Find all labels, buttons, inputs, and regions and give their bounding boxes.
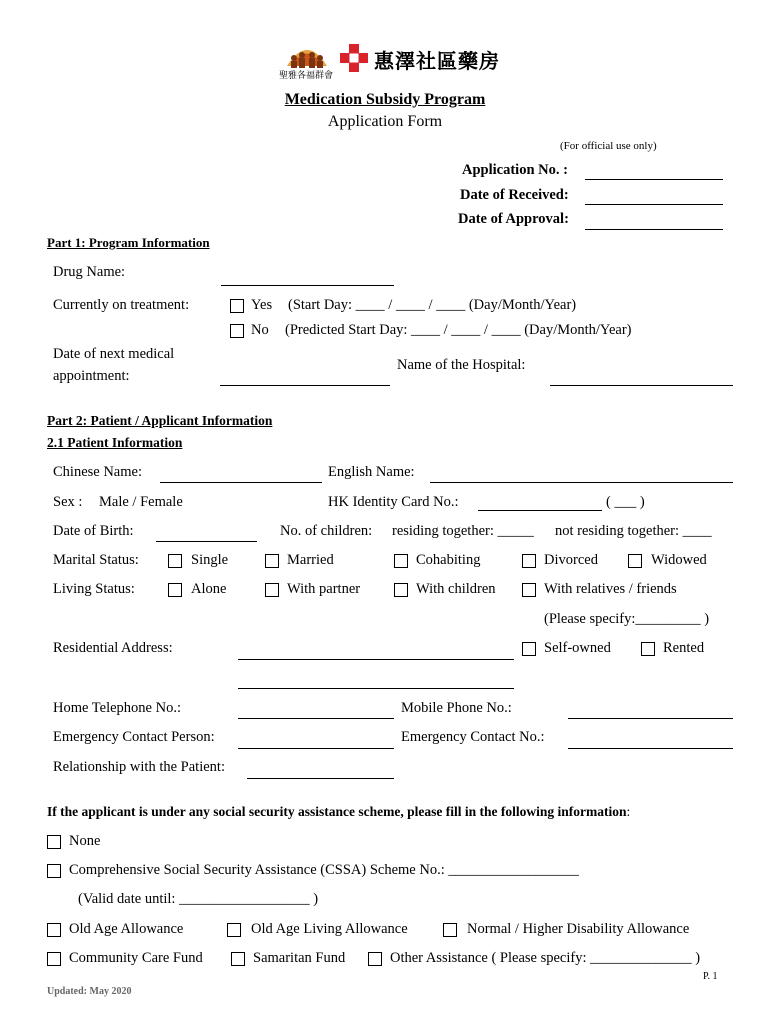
disability-checkbox[interactable] xyxy=(443,923,457,937)
start-day-field: (Start Day: ____ / ____ / ____ (Day/Month/Year) xyxy=(288,297,577,313)
samaritan-label: Samaritan Fund xyxy=(253,950,346,966)
sex-options[interactable]: Male / Female xyxy=(99,494,183,510)
hospital-label: Name of the Hospital: xyxy=(397,357,526,373)
address-label: Residential Address: xyxy=(53,640,173,656)
ccf-checkbox[interactable] xyxy=(47,952,61,966)
rented-label: Rented xyxy=(663,640,705,656)
assistance-none-checkbox[interactable] xyxy=(47,835,61,849)
living-relatives-checkbox[interactable] xyxy=(522,583,536,597)
living-children-checkbox[interactable] xyxy=(394,583,408,597)
assistance-heading xyxy=(47,804,630,820)
date-approval-label: Date of Approval: xyxy=(458,211,569,227)
treatment-yes-checkbox[interactable] xyxy=(230,299,244,313)
oala-checkbox[interactable] xyxy=(227,923,241,937)
predicted-start-day-field: (Predicted Start Day: ____ / ____ / ____ (Day/Month/Year) xyxy=(285,322,632,338)
living-status-label: Living Status: xyxy=(53,581,135,597)
sex-label: Sex : xyxy=(53,494,83,510)
self-owned-checkbox[interactable] xyxy=(522,642,536,656)
treatment-label: Currently on treatment: xyxy=(53,297,190,313)
marital-single-checkbox[interactable] xyxy=(168,554,182,568)
hkid-check-digit: ( ___ ) xyxy=(606,494,645,510)
application-no-line[interactable] xyxy=(585,179,723,180)
marital-married-label: Married xyxy=(287,552,334,568)
assistance-heading-text: If the applicant is under any social security assistance scheme, please fill in the following information xyxy=(47,804,627,819)
chinese-name-line[interactable] xyxy=(160,482,322,483)
cssa-checkbox[interactable] xyxy=(47,864,61,878)
treatment-no-label: No xyxy=(251,322,269,338)
mobile-phone-line[interactable] xyxy=(568,718,733,719)
address-line-1[interactable] xyxy=(238,659,514,660)
organization-logo-text: 聖雅各福群會 xyxy=(279,71,334,81)
marital-married-checkbox[interactable] xyxy=(265,554,279,568)
self-owned-label: Self-owned xyxy=(544,640,611,656)
disability-label: Normal / Higher Disability Allowance xyxy=(467,921,690,937)
living-alone-checkbox[interactable] xyxy=(168,583,182,597)
emergency-number-line[interactable] xyxy=(568,748,733,749)
next-appointment-line[interactable] xyxy=(220,385,390,386)
hkid-line[interactable] xyxy=(478,510,602,511)
date-received-label: Date of Received: xyxy=(460,187,569,203)
patient-info-subheading: 2.1 Patient Information xyxy=(47,435,183,450)
mobile-phone-label: Mobile Phone No.: xyxy=(401,700,512,716)
chinese-name-label: Chinese Name: xyxy=(53,464,142,480)
marital-widowed-label: Widowed xyxy=(651,552,707,568)
marital-divorced-checkbox[interactable] xyxy=(522,554,536,568)
ccf-label: Community Care Fund xyxy=(69,950,203,966)
drug-name-line[interactable] xyxy=(221,285,394,286)
drug-name-label: Drug Name: xyxy=(53,264,126,280)
emergency-person-label: Emergency Contact Person: xyxy=(53,729,215,745)
english-name-label: English Name: xyxy=(328,464,415,480)
marital-status-label: Marital Status: xyxy=(53,552,139,568)
oala-label: Old Age Living Allowance xyxy=(251,921,408,937)
english-name-line[interactable] xyxy=(430,482,733,483)
cssa-label: Comprehensive Social Security Assistance (CSSA) Scheme No.: __________________ xyxy=(69,862,579,878)
brand-name: 惠澤社區藥房 xyxy=(374,49,500,73)
other-assistance-label: Other Assistance ( Please specify: ______________ ) xyxy=(390,950,701,966)
form-subtitle: Application Form xyxy=(327,113,443,130)
cssa-valid-date: (Valid date until: __________________ ) xyxy=(78,891,319,907)
marital-divorced-label: Divorced xyxy=(544,552,598,568)
children-label: No. of children: xyxy=(280,523,373,539)
part1-heading: Part 1: Program Information xyxy=(47,235,210,250)
official-use-note: (For official use only) xyxy=(560,140,657,152)
emergency-number-label: Emergency Contact No.: xyxy=(401,729,545,745)
relationship-line[interactable] xyxy=(247,778,394,779)
marital-single-label: Single xyxy=(191,552,229,568)
hkid-label: HK Identity Card No.: xyxy=(328,494,459,510)
marital-cohabiting-label: Cohabiting xyxy=(416,552,481,568)
next-appointment-label-1: Date of next medical xyxy=(53,346,175,362)
living-alone-label: Alone xyxy=(191,581,227,597)
updated-date: Updated: May 2020 xyxy=(47,986,132,997)
residing-together-field: residing together: _____ xyxy=(392,523,534,539)
emergency-person-line[interactable] xyxy=(238,748,394,749)
date-received-line[interactable] xyxy=(585,204,723,205)
living-relatives-label: With relatives / friends xyxy=(544,581,677,597)
hospital-line[interactable] xyxy=(550,385,733,386)
assistance-heading-colon: : xyxy=(626,804,631,819)
page-number: P. 1 xyxy=(703,971,718,982)
home-telephone-label: Home Telephone No.: xyxy=(53,700,181,716)
part2-heading: Part 2: Patient / Applicant Information xyxy=(47,413,273,428)
marital-cohabiting-checkbox[interactable] xyxy=(394,554,408,568)
treatment-no-checkbox[interactable] xyxy=(230,324,244,338)
address-line-2[interactable] xyxy=(238,688,514,689)
rented-checkbox[interactable] xyxy=(641,642,655,656)
red-cross-logo-icon xyxy=(340,44,368,72)
living-partner-checkbox[interactable] xyxy=(265,583,279,597)
living-partner-label: With partner xyxy=(287,581,361,597)
application-no-label: Application No. : xyxy=(462,162,568,178)
not-residing-together-field: not residing together: ____ xyxy=(555,523,712,539)
other-assistance-checkbox[interactable] xyxy=(368,952,382,966)
next-appointment-label-2: appointment: xyxy=(53,368,130,384)
living-children-label: With children xyxy=(416,581,496,597)
relationship-label: Relationship with the Patient: xyxy=(53,759,225,775)
oaa-label: Old Age Allowance xyxy=(69,921,184,937)
home-telephone-line[interactable] xyxy=(238,718,394,719)
treatment-yes-label: Yes xyxy=(251,297,273,313)
living-specify-field: (Please specify:_________ ) xyxy=(544,611,710,627)
date-approval-line[interactable] xyxy=(585,229,723,230)
samaritan-checkbox[interactable] xyxy=(231,952,245,966)
dob-line[interactable] xyxy=(156,541,257,542)
marital-widowed-checkbox[interactable] xyxy=(628,554,642,568)
dob-label: Date of Birth: xyxy=(53,523,134,539)
assistance-none-label: None xyxy=(69,833,101,849)
form-title: Medication Subsidy Program xyxy=(284,91,486,108)
oaa-checkbox[interactable] xyxy=(47,923,61,937)
